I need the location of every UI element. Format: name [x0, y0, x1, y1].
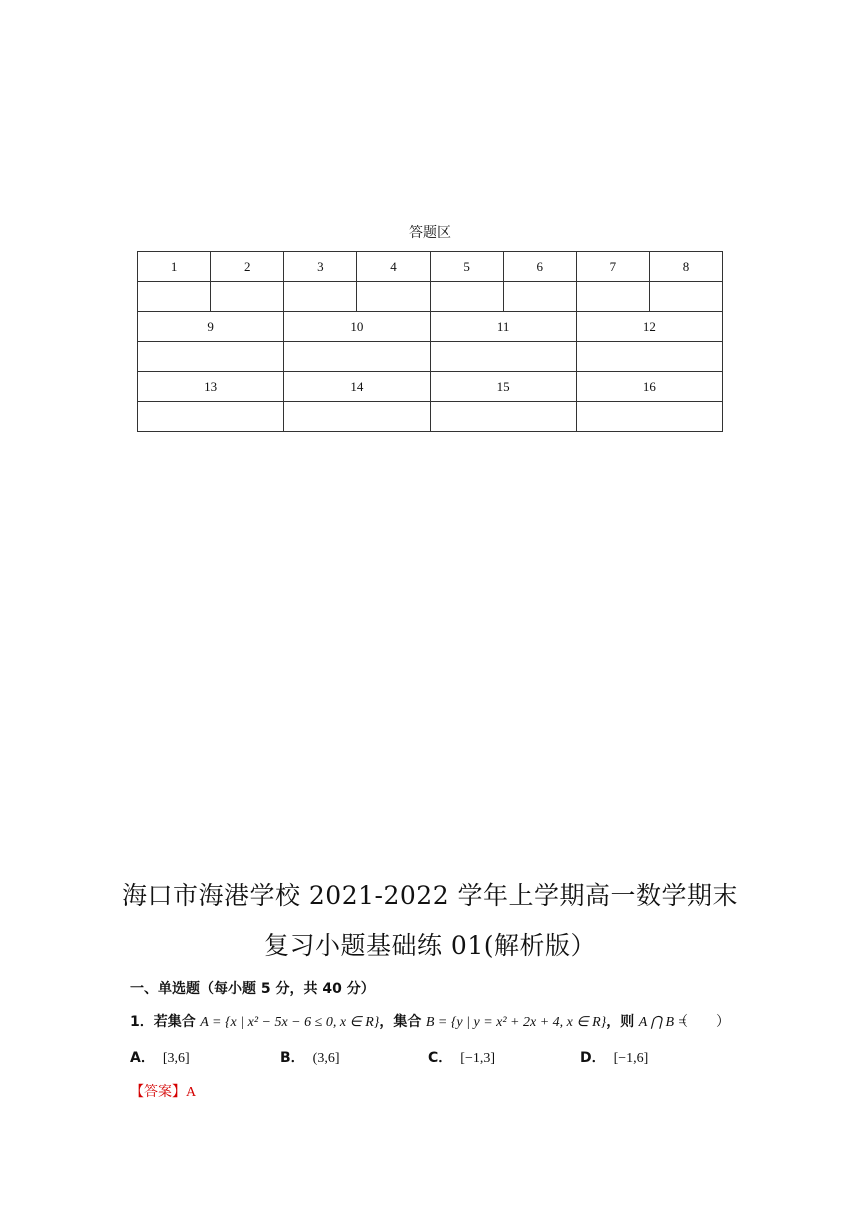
answer-grid	[137, 251, 723, 432]
answer-blank-cell[interactable]	[284, 402, 430, 432]
answer-label: 【答案】	[130, 1084, 186, 1100]
answer-blank-cell[interactable]	[138, 282, 211, 312]
document-title-line1: 海口市海港学校 2021-2022 学年上学期高一数学期末	[121, 881, 739, 910]
intersection-expression: A ⋂ B =	[638, 1015, 687, 1030]
question-prefix: 若集合	[153, 1014, 196, 1030]
answer-blank-cell[interactable]	[138, 402, 284, 432]
question-number-cell: 4	[357, 252, 430, 282]
question-number: 1．	[130, 1014, 154, 1030]
option-letter: A．	[130, 1050, 155, 1066]
answer-line	[130, 1081, 196, 1101]
question-1	[130, 1011, 730, 1031]
answer-blank-cell[interactable]	[138, 342, 284, 372]
answer-grid-row2-blanks	[138, 342, 723, 372]
question-number-cell: 8	[649, 252, 722, 282]
question-number-cell: 14	[284, 372, 430, 402]
option-value: (3,6]	[312, 1051, 340, 1066]
option-d[interactable]	[580, 1047, 648, 1067]
answer-blank-cell[interactable]	[430, 282, 503, 312]
answer-area-caption: 答题区	[409, 225, 451, 241]
option-c[interactable]	[428, 1047, 495, 1067]
answer-blank-cell[interactable]	[430, 342, 576, 372]
answer-blank-cell[interactable]	[284, 282, 357, 312]
question-number-cell: 13	[138, 372, 284, 402]
answer-blank-cell[interactable]	[211, 282, 284, 312]
answer-blank-cell[interactable]	[357, 282, 430, 312]
answer-blank-cell[interactable]	[503, 282, 576, 312]
document-title-line2: 复习小题基础练 01(解析版）	[263, 931, 596, 960]
answer-blank-cell[interactable]	[649, 282, 722, 312]
option-letter: D．	[580, 1050, 606, 1066]
answer-grid-row3-numbers	[138, 372, 723, 402]
question-tail-text: ，则	[606, 1014, 635, 1030]
question-number-cell: 3	[284, 252, 357, 282]
question-number-cell: 5	[430, 252, 503, 282]
answer-blank-cell[interactable]	[576, 282, 649, 312]
answer-grid-row3-blanks	[138, 402, 723, 432]
question-number-cell: 11	[430, 312, 576, 342]
option-b[interactable]	[280, 1047, 340, 1067]
answer-blank-cell[interactable]	[576, 342, 722, 372]
option-value: [−1,3]	[460, 1051, 496, 1066]
question-number-cell: 6	[503, 252, 576, 282]
question-number-cell: 15	[430, 372, 576, 402]
answer-grid-row2-numbers	[138, 312, 723, 342]
question-mid-text: ，集合	[379, 1014, 422, 1030]
question-number-cell: 9	[138, 312, 284, 342]
answer-parenthesis: （ ）	[674, 1014, 730, 1030]
question-number-cell: 10	[284, 312, 430, 342]
option-value: [3,6]	[162, 1051, 190, 1066]
question-number-cell: 16	[576, 372, 722, 402]
answer-blank-cell[interactable]	[284, 342, 430, 372]
set-b-expression: B = {y | y = x² + 2x + 4, x ∈ R}	[425, 1015, 607, 1030]
question-number-cell: 1	[138, 252, 211, 282]
question-number-cell: 2	[211, 252, 284, 282]
answer-grid-row1-blanks	[138, 282, 723, 312]
question-number-cell: 12	[576, 312, 722, 342]
option-value: [−1,6]	[613, 1051, 649, 1066]
option-letter: B．	[280, 1050, 305, 1066]
question-number-cell: 7	[576, 252, 649, 282]
option-letter: C．	[428, 1050, 453, 1066]
section-heading: 一、单选题（每小题 5 分，共 40 分）	[130, 981, 375, 997]
set-a-expression: A = {x | x² − 5x − 6 ≤ 0, x ∈ R}	[200, 1015, 380, 1030]
answer-blank-cell[interactable]	[576, 402, 722, 432]
answer-value: A	[186, 1085, 197, 1100]
answer-grid-row1-numbers	[138, 252, 723, 282]
option-a[interactable]	[130, 1047, 190, 1067]
answer-blank-cell[interactable]	[430, 402, 576, 432]
